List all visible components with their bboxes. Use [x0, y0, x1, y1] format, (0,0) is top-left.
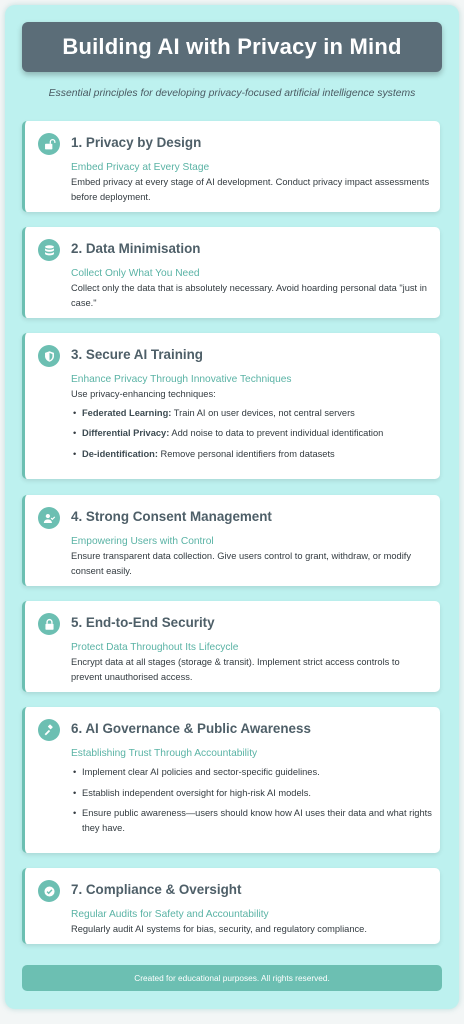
- page-subtitle: Essential principles for developing privacy-focused artificial intelligence systems: [48, 88, 416, 99]
- card-text: Collect only the data that is absolutely necessary. Avoid hoarding personal data "just in case.": [71, 283, 427, 308]
- lock-icon: [38, 613, 60, 635]
- gavel-icon: [38, 719, 60, 741]
- page-title: Building AI with Privacy in Mind: [62, 34, 402, 59]
- item-desc: Train AI on user devices, not central servers: [173, 407, 355, 418]
- principle-card-consent-management: [22, 495, 440, 586]
- card-subtitle: Establishing Trust Through Accountability: [71, 748, 258, 759]
- unlock-icon: [38, 133, 60, 155]
- item-term: Federated Learning:: [82, 407, 172, 418]
- card-text: Ensure transparent data collection. Give users control to grant, withdraw, or modify consent easily.: [71, 551, 412, 576]
- list-item: [71, 447, 433, 462]
- card-text: Embed privacy at every stage of AI development. Conduct privacy impact assessments before deployment.: [71, 177, 430, 202]
- card-text: Regularly audit AI systems for bias, security, and regulatory compliance.: [71, 924, 367, 934]
- item-term: Differential Privacy:: [82, 428, 170, 438]
- card-text: Encrypt data at all stages (storage & transit). Implement strict access controls to prevent unauthorised access.: [71, 657, 400, 682]
- database-icon: [38, 239, 60, 261]
- card-title: 4. Strong Consent Management: [71, 509, 272, 524]
- item-desc: Add noise to data to prevent individual identification: [171, 428, 384, 438]
- technique-list: [71, 406, 433, 462]
- governance-list: [71, 765, 433, 835]
- list-item: [71, 426, 433, 441]
- principle-card-secure-ai-training: [22, 333, 440, 479]
- shield-icon: [38, 345, 60, 367]
- check-circle-icon: [38, 880, 60, 902]
- footer-text: Created for educational purposes. All rights reserved.: [134, 973, 330, 983]
- principle-card-data-minimisation: [22, 227, 440, 318]
- item-desc: Remove personal identifiers from datasets: [160, 448, 335, 459]
- principle-card-privacy-by-design: [22, 121, 440, 212]
- card-subtitle: Empowering Users with Control: [71, 536, 214, 547]
- title-banner: [22, 22, 442, 72]
- footer-bar: [22, 965, 442, 991]
- card-body: [71, 387, 433, 467]
- card-body: [71, 765, 433, 841]
- card-title: 3. Secure AI Training: [71, 347, 203, 362]
- list-item: • Implement clear AI policies and sector-specific guidelines.: [71, 765, 433, 780]
- card-title: 2. Data Minimisation: [71, 241, 201, 256]
- card-title: 7. Compliance & Oversight: [71, 882, 242, 897]
- card-subtitle: Protect Data Throughout Its Lifecycle: [71, 642, 239, 653]
- list-item: • Establish independent oversight for high-risk AI models.: [71, 786, 433, 801]
- card-subtitle: Regular Audits for Safety and Accountability: [71, 909, 269, 920]
- user-check-icon: [38, 507, 60, 529]
- principle-card-end-to-end-security: [22, 601, 440, 692]
- card-subtitle: Enhance Privacy Through Innovative Techniques: [71, 374, 292, 385]
- card-title: 5. End-to-End Security: [71, 615, 215, 630]
- list-item: [71, 406, 433, 421]
- card-text: Use privacy-enhancing techniques:: [71, 389, 216, 399]
- principle-card-ai-governance: [22, 707, 440, 853]
- card-title: 6. AI Governance & Public Awareness: [71, 721, 311, 736]
- item-term: De-identification:: [82, 448, 158, 459]
- principle-card-compliance: [22, 868, 440, 944]
- card-subtitle: Collect Only What You Need: [71, 268, 200, 279]
- card-subtitle: Embed Privacy at Every Stage: [71, 162, 210, 173]
- list-item: • Ensure public awareness—users should know how AI uses their data and what rights they have.: [71, 806, 433, 835]
- card-title: 1. Privacy by Design: [71, 135, 202, 150]
